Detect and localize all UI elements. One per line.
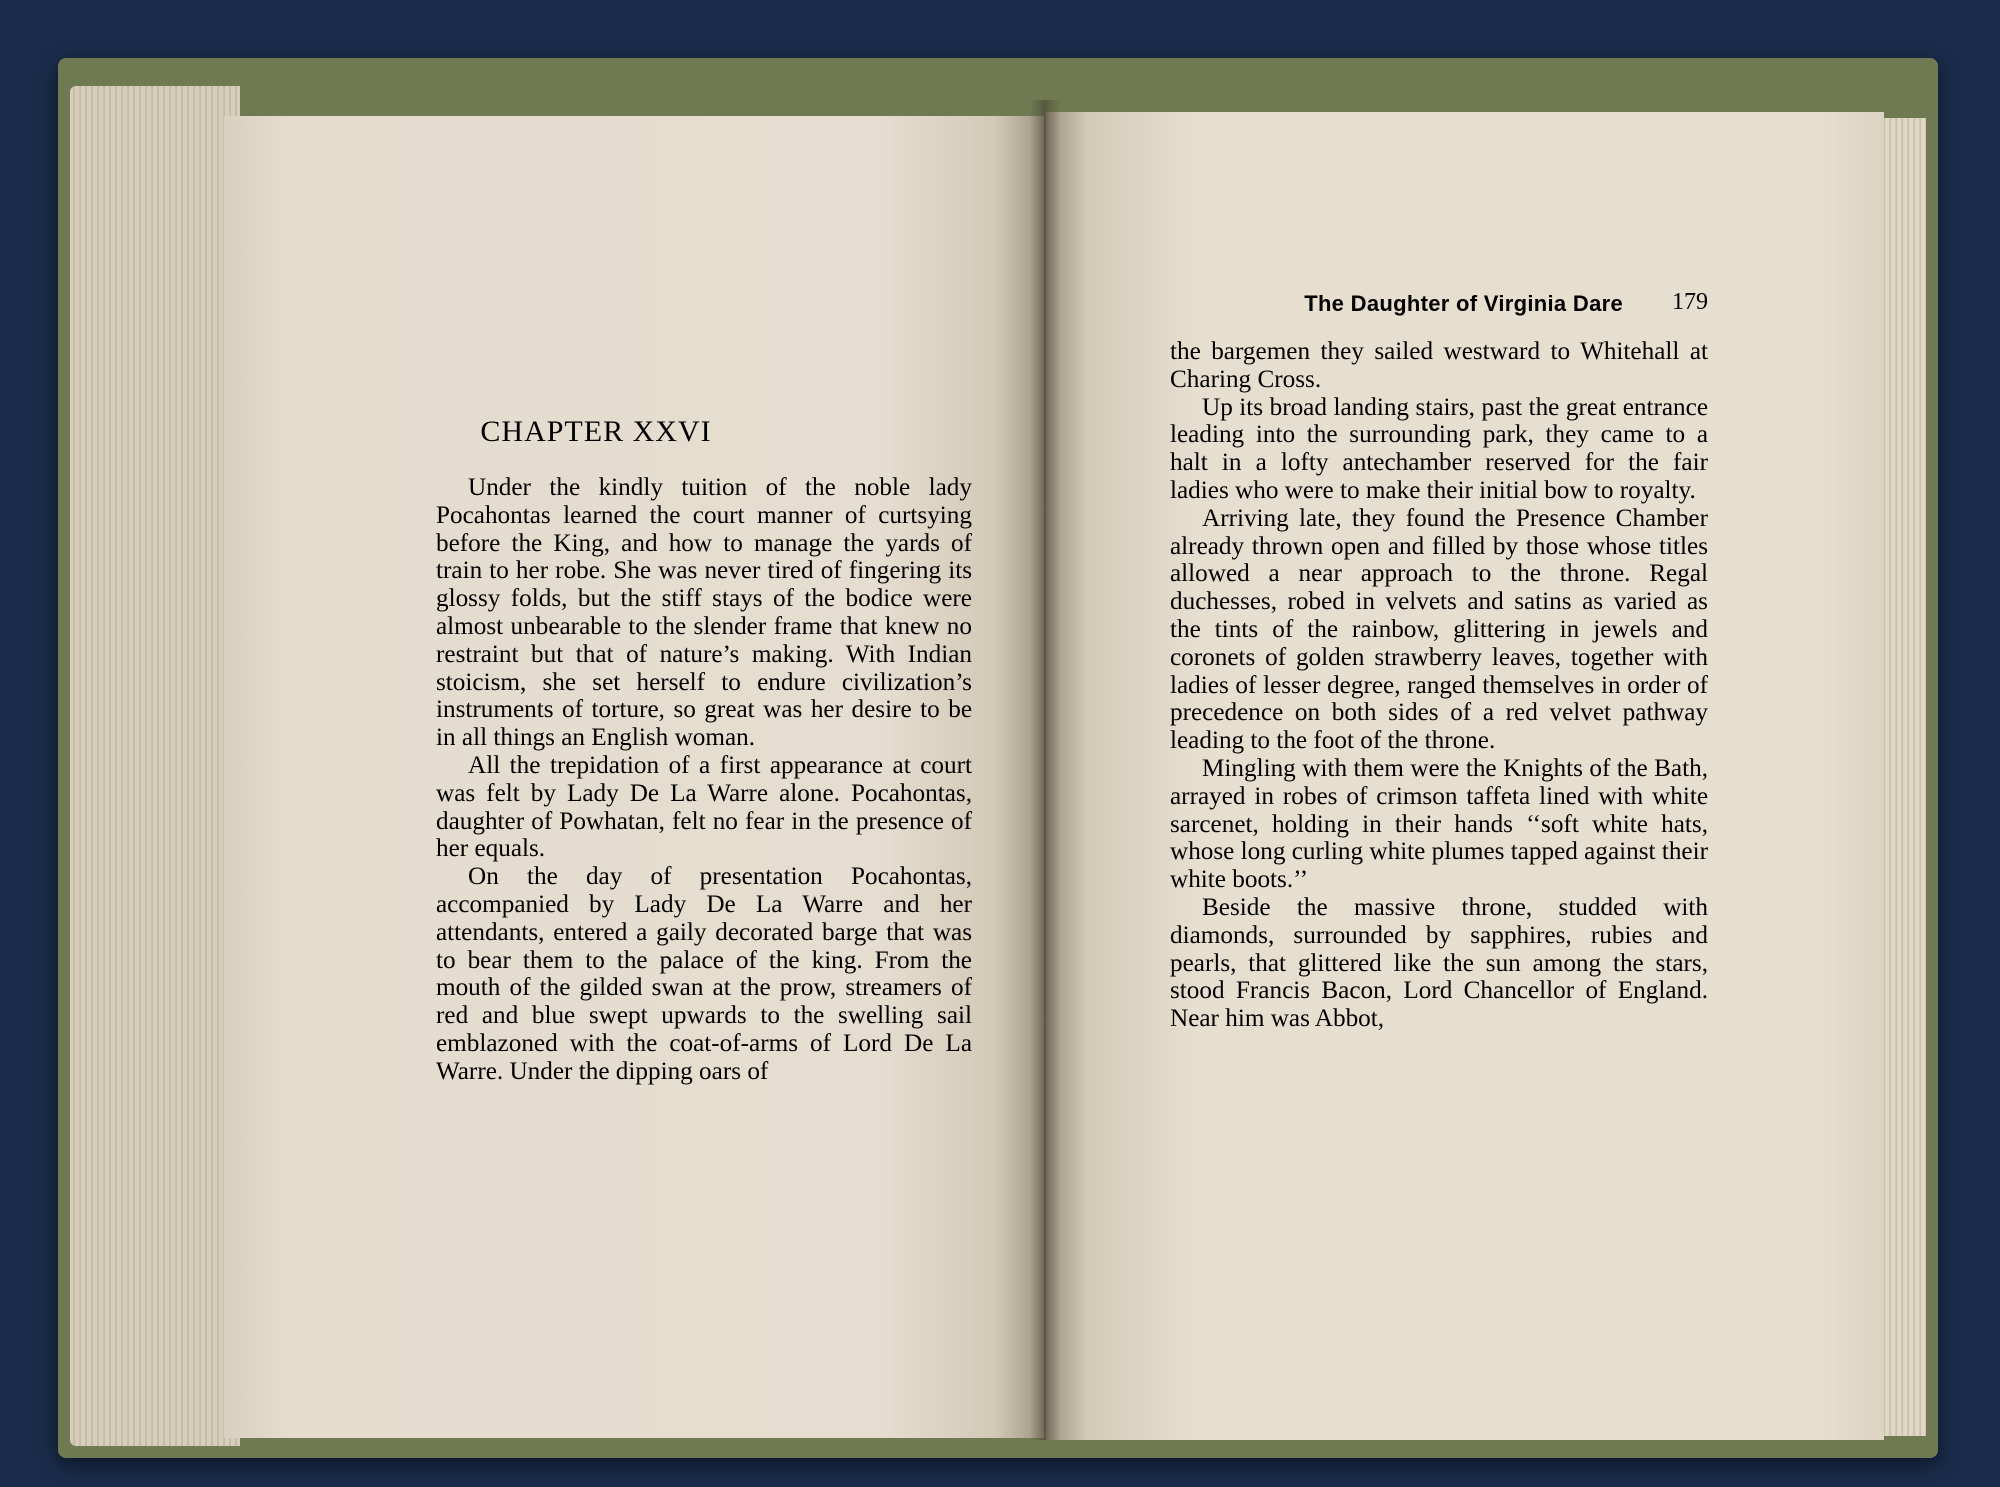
page-edges-right [1880,118,1926,1436]
paragraph: Beside the massive throne, studded with diamonds, surrounded by sapphires, rubies and pearls, that glittered like the sun among the stars, stood Francis Bacon, Lord Chancellor of England. Near him was Abbot, [1170,893,1708,1033]
paragraph: Arriving late, they found the Presence Chamber already thrown open and filled by those whose titles allowed a near approach to the throne. Regal duchesses, robed in velvets and satins as varied as the tints of the rainbow, glittering in jewels and coronets of golden strawberry leaves, together with ladies of lesser degree, ranged themselves in order of precedence on both sides of a red velvet pathway leading to the foot of the throne. [1170,504,1708,755]
paragraph: Up its broad landing stairs, past the great entrance leading into the surrounding park, they came to a halt in a lofty antechamber reserved for the fair ladies who were to make their initial bow to royalty. [1170,393,1708,504]
running-head [1243,291,1708,321]
page-number: 179 [1672,289,1708,315]
paragraph: Mingling with them were the Knights of the Bath, arrayed in robes of crimson taffeta lined with white sarcenet, holding in their hands ‘‘soft white hats, whose long curling white plumes tapped against their white boots.’’ [1170,754,1708,894]
paragraph: On the day of presentation Pocahontas, accompanied by Lady De La Warre and her attendants, entered a gaily decorated barge that was to bear them to the palace of the king. From the mouth of the gilded swan at the prow, streamers of red and blue swept upwards to the swelling sail emblazoned with the coat-of-arms of Lord De La Warre. Under the dipping oars of [436,863,972,1085]
paragraph-continuation: the bargemen they sailed westward to Whitehall at Charing Cross. [1170,338,1708,393]
left-page-text [436,474,972,1086]
running-title: The Daughter of Virginia Dare [1304,291,1623,316]
paragraph: All the trepidation of a first appearance at court was felt by Lady De La Warre alone. Pocahontas, daughter of Powhatan, felt no fear in the presence of her equals. [436,751,972,863]
paragraph: Under the kindly tuition of the noble lady Pocahontas learned the court manner of curtsying before the King, and how to manage the yards of train to her robe. She was never tired of fingering its glossy folds, but the stiff stays of the bodice were almost unbearable to the slender frame that knew no restraint but that of nature’s making. With Indian stoicism, she set herself to endure civilization’s instruments of torture, so great was her desire to be in all things an English woman. [436,474,972,752]
book-gutter [1030,100,1060,1440]
page-edges-left [70,86,240,1446]
right-page-text [1170,338,1708,1033]
chapter-heading: CHAPTER XXVI [480,415,712,448]
